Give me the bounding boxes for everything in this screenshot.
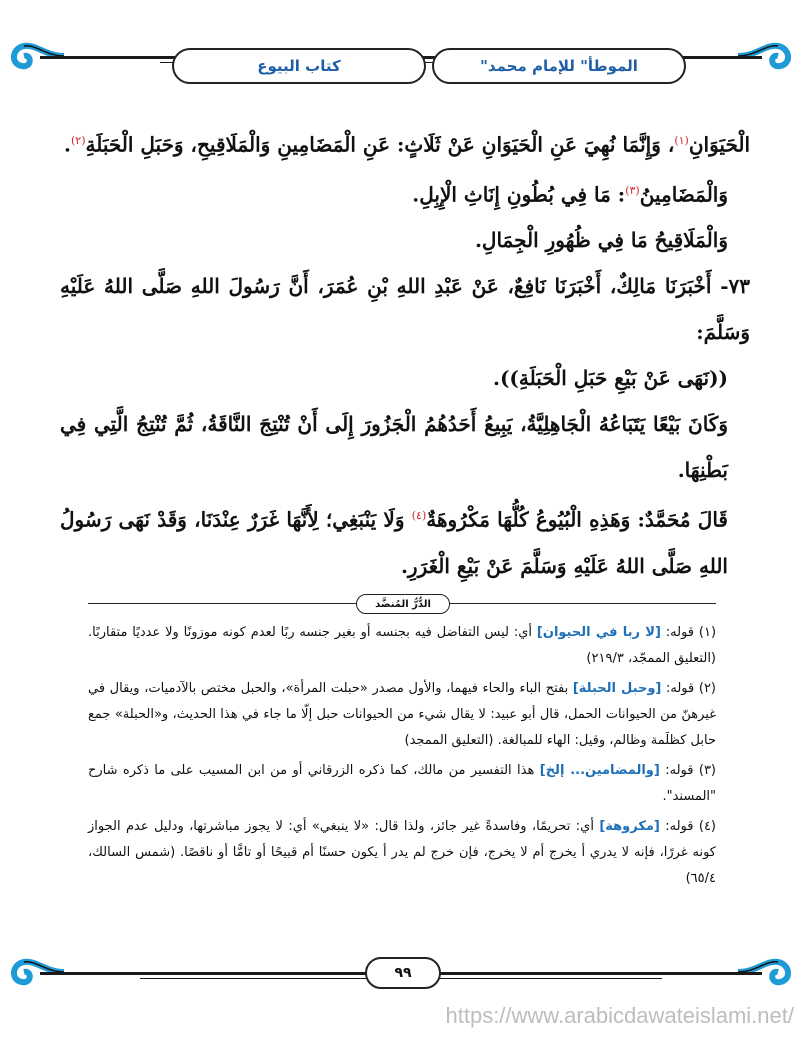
footnotes-title: الدُّرُّ المُنضَّد <box>356 594 450 614</box>
footnote: (٣) قوله: [والمضامين... إلخ] هذا التفسير من مالك، كما ذكره الزرقاني أو من ابن المسيب على ما ذكره شارح "المسند". <box>88 763 716 804</box>
hadith-line: ٧٣- أَخْبَرَنَا مَالِكٌ، أَخْبَرَنَا نَافِعٌ، عَنْ عَبْدِ اللهِ بْنِ عُمَرَ، أَنَّ رَسُولَ اللهِ صَلَّى اللهُ عَلَيْهِ وَسَلَّمَ: <box>60 274 750 345</box>
footnote: (٤) قوله: [مكروهة] أي: تحريمًا، وفاسدةً غير جائز، ولذا قال: «لا ينبغي» أي: لا يجوز مباشرتها، ودليل عدم الجواز كونه غررًا، فإنه لا يدري أ يخرج أم لا يخرج، فإن خرج لم يدر أ يكون حسنًا أم قبيحًا أو تامًّا أو ناقصًا. (شمس السالك، ٦٥/٤) <box>88 819 716 886</box>
chapter-title: كتاب البيوع <box>172 48 426 84</box>
text-paragraph: وَكَانَ بَيْعًا يَتَبَاعُهُ الْجَاهِلِيَّةُ، يَبِيعُ أَحَدُهُمُ الْجَزُورَ إِلَى أَنْ تُنْتِجَ النَّاقَةُ، ثُمَّ تُنْتِجُ الَّتِي فِي بَطْنِهَا. <box>60 412 728 483</box>
main-text <box>60 118 750 589</box>
footnote-divider-left <box>88 603 358 604</box>
text-paragraph: قَالَ مُحَمَّدٌ: وَهَذِهِ الْبُيُوعُ كُلُّهَا مَكْرُوهَةٌ$^{(٤)}$ وَلَا يَنْبَغِي؛ لِأَنَّهَا غَرَرٌ عِنْدَنَا، وَقَدْ نَهَى رَسُولُ اللهِ صَلَّى اللهُ عَلَيْهِ وَسَلَّمَ عَنْ بَيْعِ الْغَرَرِ. <box>60 507 728 578</box>
page-number: ٩٩ <box>365 957 441 989</box>
footnotes <box>88 620 716 896</box>
hadith-quote: ((نَهَى عَنْ بَيْعِ حَبَلِ الْحَبَلَةِ)). <box>492 366 728 391</box>
text-line: وَالْمَلَاقِيحُ مَا فِي ظُهُورِ الْجِمَالِ. <box>474 228 728 253</box>
text-line: الْحَيَوَانِ$^{(١)}$، وَإِنَّمَا نُهِيَ عَنِ الْحَيَوَانِ عَنْ ثَلَاثٍ: عَنِ الْمَضَامِينِ وَالْمَلَاقِيحِ، وَحَبَلِ الْحَبَلَةِ$^{(٢)}$. <box>64 132 750 157</box>
book-title: "الموطأ" للإمام محمد <box>432 48 686 84</box>
watermark-url: https://www.arabicdawateislami.net/ <box>445 1003 794 1028</box>
text-line: وَالْمَضَامِينُ$^{(٣)}$: مَا فِي بُطُونِ إِنَاثِ الْإِبِلِ. <box>412 182 728 207</box>
footnote: (٢) قوله: [وحبل الحبلة] بفتح الباء والحاء فيهما، والأول مصدر «حبلت المرأة»، والحبل مختص بالآدميات، ويقال في غيرهنّ من الحيوانات الحمل، قال أبو عبيد: لا يقال شيء من الحيوانات حبل إلّا ما جاء في هذا الحديث، و«الحبلة» جمع حابل كظلَمة وظالم، وقيل: الهاء للمبالغة. (التعليق الممجد) <box>88 681 716 748</box>
footnote-divider-right <box>446 603 716 604</box>
footnote: (١) قوله: [لا ربا في الحيوان] أي: ليس التفاضل فيه بجنسه أو بغير جنسه ربًا لعدم كونه موزونًا ولا عدديًا متقاربًا. (التعليق الممجّد، ٢١٩/٣) <box>88 625 717 666</box>
